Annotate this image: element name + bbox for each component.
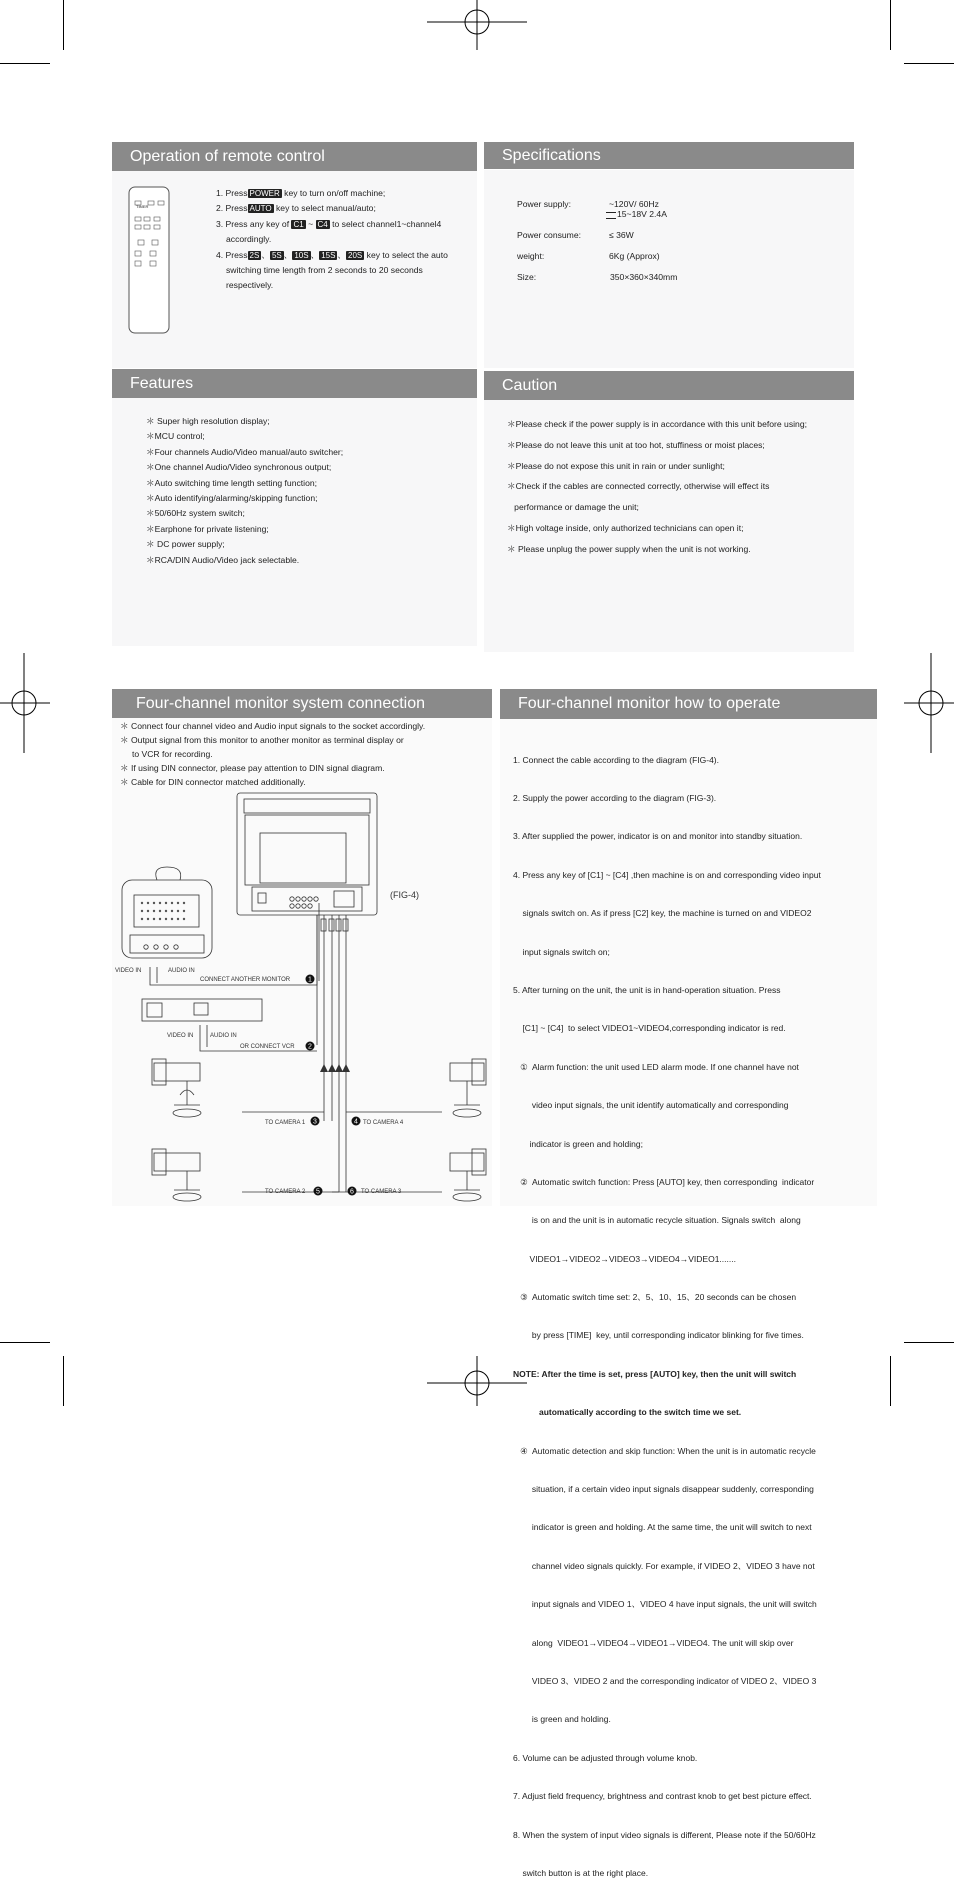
operate-line: channel video signals quickly. For example, if VIDEO 2、VIDEO 3 have not xyxy=(513,1560,815,1571)
operate-line: 4. Press any key of [C1] ~ [C4] ,then machine is on and corresponding video input xyxy=(513,869,821,880)
operate-line: situation, if a certain video input signals disappear suddenly, corresponding xyxy=(513,1484,814,1495)
crop-mark xyxy=(904,63,954,64)
badge-3: 3 xyxy=(313,1118,317,1126)
remote-steps xyxy=(216,186,448,294)
spec-value: ≤ 36W xyxy=(609,230,634,240)
registration-mark xyxy=(427,0,527,50)
operate-line: VIDEO1→VIDEO2→VIDEO3→VIDEO4→VIDEO1....... xyxy=(513,1253,736,1264)
crop-mark xyxy=(904,1342,954,1343)
badge-4: 4 xyxy=(354,1118,358,1126)
connect-monitor-label: CONNECT ANOTHER MONITOR xyxy=(200,977,291,983)
spec-value: 15~18V 2.4A xyxy=(617,209,667,219)
operate-line: by press [TIME] key, until corresponding indicator blinking for five times. xyxy=(513,1330,804,1341)
caution-list xyxy=(507,414,807,560)
operate-line: indicator is green and holding; xyxy=(513,1138,643,1149)
connection-section-title xyxy=(112,689,492,718)
remote-step-2: 2. Press AUTO key to select manual/auto; xyxy=(216,203,376,214)
caution-item: ＊Please do not leave this unit at too hot, stuffiness or moist places; xyxy=(507,439,765,450)
spec-value: 6Kg (Approx) xyxy=(609,251,660,261)
badge-5: 5 xyxy=(316,1188,320,1196)
camera-2 xyxy=(152,1149,201,1201)
camera-3 xyxy=(450,1149,486,1201)
operate-line: is green and holding. xyxy=(513,1714,611,1725)
camera-4-label: TO CAMERA 4 xyxy=(363,1120,404,1126)
registration-mark xyxy=(0,653,50,753)
registration-mark xyxy=(427,1356,527,1406)
feature-item: ＊ DC power supply; xyxy=(146,539,225,550)
connection-diagram xyxy=(112,785,492,1205)
caution-section-title xyxy=(484,371,854,400)
features-list xyxy=(146,414,343,568)
caution-item: ＊High voltage inside, only authorized technicians can open it; xyxy=(507,522,744,533)
caution-item: ＊Check if the cables are connected correctly, otherwise will effect its xyxy=(507,481,770,492)
badge-1: 1 xyxy=(308,976,312,984)
operate-line: ② Automatic switch function: Press [AUTO] key, then corresponding indicator xyxy=(513,1176,815,1187)
spec-label: Power supply: xyxy=(517,199,571,209)
feature-item: ＊Earphone for private listening; xyxy=(146,523,269,534)
operate-line: is on and the unit is in automatic recycle situation. Signals switch along xyxy=(513,1215,801,1226)
operate-line: input signals switch on; xyxy=(513,946,610,957)
caution-title: Caution xyxy=(502,376,558,394)
video-in-label-2: VIDEO IN xyxy=(167,1033,194,1039)
connection-notes xyxy=(120,720,425,790)
features-title: Features xyxy=(130,374,194,392)
operate-line: 3. After supplied the power, indicator is on and monitor into standby situation. xyxy=(513,831,803,842)
operate-line: ① Alarm function: the unit used LED alarm mode. If one channel have not xyxy=(513,1061,799,1072)
feature-item: ＊Auto identifying/alarming/skipping function; xyxy=(146,493,318,504)
badge-6: 6 xyxy=(350,1188,354,1196)
vcr xyxy=(142,999,262,1021)
operate-line: 6. Volume can be adjusted through volume knob. xyxy=(513,1752,698,1763)
operate-steps xyxy=(513,728,821,1893)
video-in-label: VIDEO IN xyxy=(115,968,142,974)
crop-mark xyxy=(890,0,891,50)
connection-title: Four-channel monitor system connection xyxy=(136,694,426,712)
caution-item: ＊Please check if the power supply is in accordance with this unit before using; xyxy=(507,419,807,429)
operate-line: 8. When the system of input video signals is different, Please note if the 50/60Hz xyxy=(513,1829,816,1840)
caution-item: performance or damage the unit; xyxy=(507,502,639,513)
feature-item: ＊One channel Audio/Video synchronous output; xyxy=(146,462,332,473)
operate-line: along VIDEO1→VIDEO4→VIDEO1→VIDEO4. The unit will skip over xyxy=(513,1637,794,1648)
badge-2: 2 xyxy=(308,1043,312,1051)
camera-4 xyxy=(450,1059,486,1117)
feature-item: ＊50/60Hz system switch; xyxy=(146,508,245,519)
remote-step-4c: respectively. xyxy=(226,280,274,291)
operate-line: 1. Connect the cable according to the diagram (FIG-4). xyxy=(513,754,719,765)
feature-item: ＊MCU control; xyxy=(146,431,205,442)
dc-symbol-icon xyxy=(606,212,616,219)
operate-line: signals switch on. As if press [C2] key, the machine is turned on and VIDEO2 xyxy=(513,908,812,919)
spec-label: Power consume: xyxy=(517,230,582,240)
crop-mark xyxy=(890,1356,891,1406)
connection-note: ＊ If using DIN connector, please pay attention to DIN signal diagram. xyxy=(120,762,385,773)
caution-item: ＊ Please unplug the power supply when the unit is not working. xyxy=(507,543,751,554)
camera-1-label: TO CAMERA 1 xyxy=(265,1120,306,1126)
caution-item: ＊Please do not expose this unit in rain or under sunlight; xyxy=(507,460,725,471)
operate-line: video input signals, the unit identify automatically and corresponding xyxy=(513,1100,789,1111)
operate-line: indicator is green and holding. At the same time, the unit will switch to next xyxy=(513,1522,812,1533)
feature-item: ＊ Super high resolution display; xyxy=(146,416,270,426)
camera-3-label: TO CAMERA 3 xyxy=(361,1189,402,1195)
crop-mark xyxy=(63,1356,64,1406)
remote-timer-label: TIMER xyxy=(136,204,149,209)
spec-value: ~120V/ 60Hz xyxy=(609,199,659,209)
feature-item: ＊RCA/DIN Audio/Video jack selectable. xyxy=(146,554,300,565)
operate-line: input signals and VIDEO 1、VIDEO 4 have input signals, the unit will switch xyxy=(513,1599,817,1610)
operate-line: 2. Supply the power according to the diagram (FIG-3). xyxy=(513,792,717,803)
specs-section-title xyxy=(484,142,854,169)
feature-item: ＊Auto switching time length setting function; xyxy=(146,477,318,488)
registration-mark xyxy=(904,653,954,753)
operate-line: [C1] ~ [C4] to select VIDEO1~VIDEO4,corresponding indicator is red. xyxy=(513,1023,786,1034)
camera-1 xyxy=(152,1059,201,1117)
remote-section-title xyxy=(112,142,477,171)
operate-line: 5. After turning on the unit, the unit is in hand-operation situation. Press xyxy=(513,984,781,995)
fig-label: (FIG-4) xyxy=(390,890,419,900)
remote-control-illustration xyxy=(126,185,172,335)
connection-note: ＊ Connect four channel video and Audio input signals to the socket accordingly. xyxy=(120,721,426,731)
remote-step-3b: accordingly. xyxy=(226,234,272,245)
specs-title: Specifications xyxy=(502,146,601,164)
audio-in-label-2: AUDIO IN xyxy=(210,1033,237,1039)
connection-note: ＊ Output signal from this monitor to another monitor as terminal display or xyxy=(120,734,404,745)
operate-section-title xyxy=(500,689,877,719)
connection-note: to VCR for recording. xyxy=(120,748,213,759)
crop-mark xyxy=(0,63,50,64)
operate-line: switch button is at the right place. xyxy=(513,1867,649,1878)
spec-label: Size: xyxy=(517,272,537,282)
operate-note: automatically according to the switch time we set. xyxy=(513,1407,742,1418)
features-section-title xyxy=(112,369,477,398)
operate-line: VIDEO 3、VIDEO 2 and the corresponding indicator of VIDEO 2、VIDEO 3 xyxy=(513,1675,817,1686)
or-vcr-label: OR CONNECT VCR xyxy=(240,1044,295,1050)
operate-line: 7. Adjust field frequency, brightness and contrast knob to get best picture effect. xyxy=(513,1791,812,1802)
crop-mark xyxy=(63,0,64,50)
crop-mark xyxy=(0,1342,50,1343)
remote-step-3: 3. Press any key of C1 ~ C4 to select channel1~channel4 xyxy=(216,218,442,229)
feature-item: ＊Four channels Audio/Video manual/auto switcher; xyxy=(146,446,344,457)
connection-note: ＊ Cable for DIN connector matched additionally. xyxy=(120,776,306,787)
remote-step-4: 4. Press 2S 、 5S 、 10S 、 15S 、 20S key to select the auto xyxy=(216,249,448,260)
operate-title: Four-channel monitor how to operate xyxy=(518,695,781,712)
operate-line: ③ Automatic switch time set: 2、5、10、15、20 seconds can be chosen xyxy=(513,1292,797,1303)
spec-label: weight: xyxy=(517,251,545,261)
camera-2-label: TO CAMERA 2 xyxy=(265,1189,306,1195)
audio-in-label: AUDIO IN xyxy=(168,968,195,974)
operate-line: ④ Automatic detection and skip function: When the unit is in automatic recycle xyxy=(513,1445,816,1456)
operate-note: NOTE: After the time is set, press [AUTO] key, then the unit will switch xyxy=(513,1368,797,1379)
remote-step-1: 1. Press POWER key to turn on/off machine; xyxy=(216,188,386,198)
remote-step-4b: switching time length from 2 seconds to 20 seconds xyxy=(226,265,423,276)
remote-title: Operation of remote control xyxy=(130,147,325,165)
spec-value: 350×360×340mm xyxy=(610,272,678,282)
